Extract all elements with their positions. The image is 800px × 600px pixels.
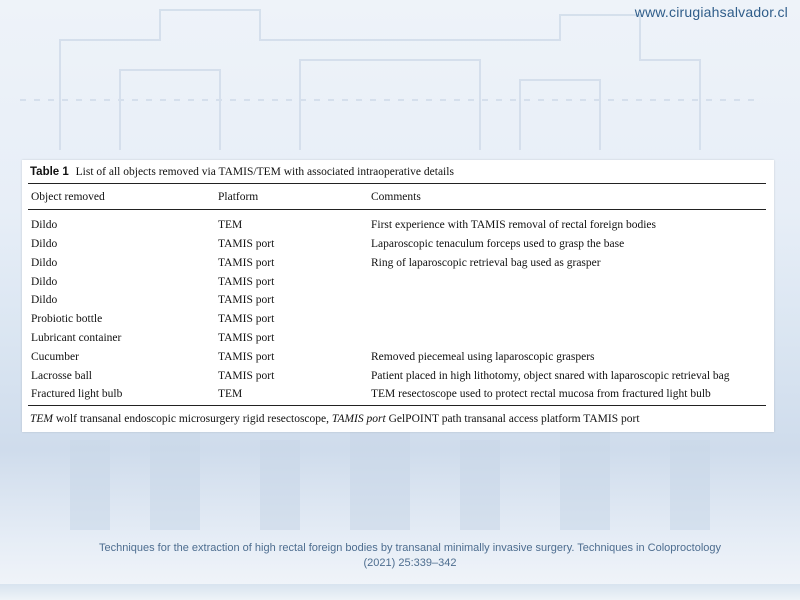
site-url[interactable]: www.cirugiahsalvador.cl (634, 4, 788, 20)
cell-comment: Laparoscopic tenaculum forceps used to grasp the base (371, 238, 625, 250)
cell-comment: Removed piecemeal using laparoscopic graspers (371, 351, 595, 363)
header-platform: Platform (218, 191, 259, 203)
cell-platform: TAMIS port (218, 257, 275, 269)
cell-object: Cucumber (31, 351, 79, 363)
cell-object: Dildo (31, 219, 58, 231)
cell-platform: TAMIS port (218, 276, 275, 288)
cell-platform: TAMIS port (218, 294, 275, 306)
cell-object: Fractured light bulb (31, 388, 123, 400)
cell-object: Lubricant container (31, 332, 122, 344)
cell-comment: TEM resectoscope used to protect rectal mucosa from fractured light bulb (371, 388, 711, 400)
cell-object: Dildo (31, 238, 58, 250)
footnote-text-2: GelPOINT path transanal access platform TAMIS port (385, 413, 640, 425)
table-header-rule (28, 209, 766, 210)
cell-platform: TAMIS port (218, 238, 275, 250)
cell-platform: TAMIS port (218, 351, 275, 363)
table-bottom-rule (28, 405, 766, 406)
footer-band (0, 584, 800, 600)
footnote-abbr-tem: TEM (30, 413, 53, 425)
cell-object: Dildo (31, 294, 58, 306)
cell-platform: TEM (218, 219, 243, 231)
cell-comment: Ring of laparoscopic retrieval bag used as grasper (371, 257, 601, 269)
cell-comment: First experience with TAMIS removal of rectal foreign bodies (371, 219, 657, 231)
cell-platform: TAMIS port (218, 370, 275, 382)
cell-platform: TEM (218, 388, 243, 400)
cell-object: Probiotic bottle (31, 313, 103, 325)
table-caption (30, 166, 454, 178)
table-caption-text: List of all objects removed via TAMIS/TEM with associated intraoperative details (75, 166, 454, 178)
table-panel (22, 160, 774, 432)
footnote-text-1: wolf transanal endoscopic microsurgery rigid resectoscope, (53, 413, 332, 425)
cell-object: Dildo (31, 276, 58, 288)
citation-line-1: Techniques for the extraction of high rectal foreign bodies by transanal minimally invasive surgery. Techniques in Coloproctology (98, 542, 722, 554)
cell-platform: TAMIS port (218, 332, 275, 344)
cell-platform: TAMIS port (218, 313, 275, 325)
table-top-rule (28, 183, 766, 184)
table-footnote (30, 413, 640, 425)
header-object-removed: Object removed (31, 191, 105, 203)
citation (40, 541, 780, 571)
cell-comment: Patient placed in high lithotomy, object snared with laparoscopic retrieval bag (371, 370, 730, 382)
citation-line-2: (2021) 25:339–342 (363, 557, 457, 569)
header-comments: Comments (371, 191, 421, 203)
footnote-abbr-tamis: TAMIS port (331, 413, 386, 425)
cell-object: Dildo (31, 257, 58, 269)
table-label: Table 1 (30, 166, 69, 178)
cell-object: Lacrosse ball (31, 370, 92, 382)
